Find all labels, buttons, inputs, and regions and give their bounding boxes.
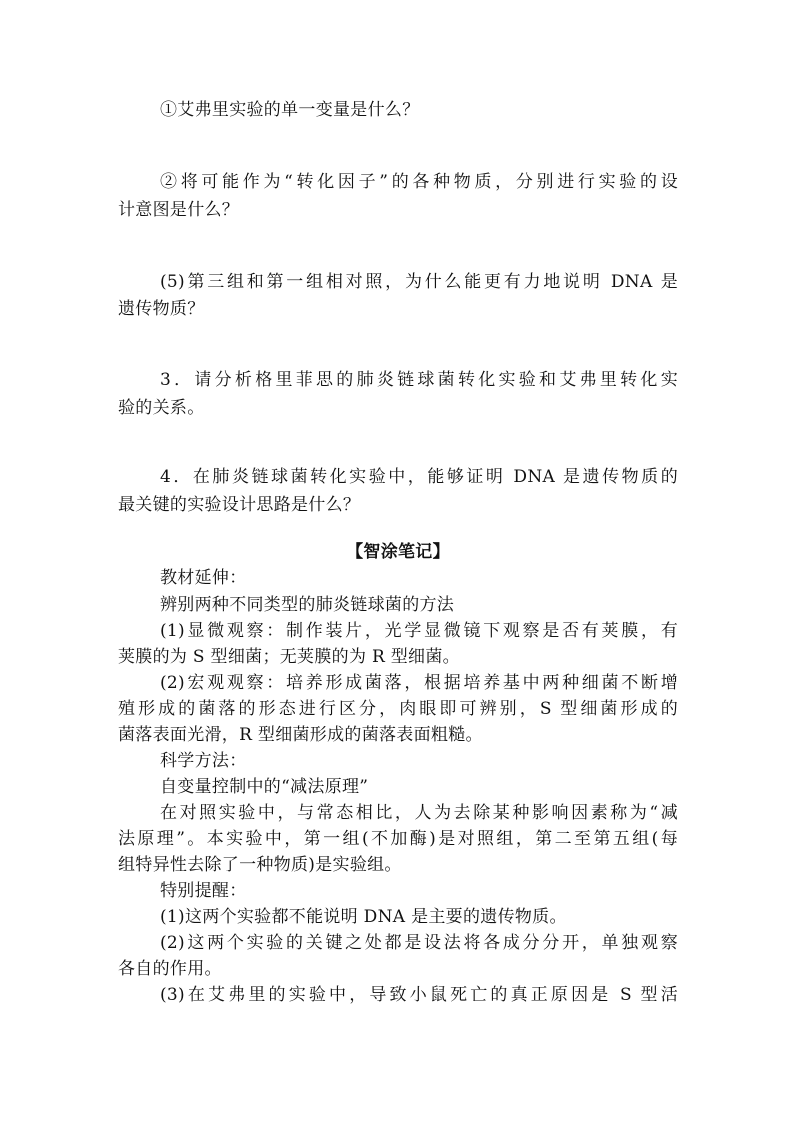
question-variable: ①艾弗里实验的单一变量是什么？ [160,100,420,120]
method-line-2: 法原理”。本实验中，第一组(不加酶)是对照组，第二至第五组(每 [118,829,678,849]
question-design-line-2: 计意图是什么？ [118,200,240,220]
extension-1-line-2: 荚膜的为 S 型细菌；无荚膜的为 R 型细菌。 [118,647,460,667]
question-3-line-2: 验的关系。 [118,398,205,418]
question-5-line-1: (5)第三组和第一组相对照，为什么能更有力地说明 DNA 是 [160,272,678,292]
remind-1: (1)这两个实验都不能说明 DNA 是主要的遗传物质。 [160,907,567,927]
method-line-1: 在对照实验中，与常态相比，人为去除某种影响因素称为“减 [160,803,678,823]
method-title: 自变量控制中的“减法原理” [160,777,369,797]
extension-title: 辨别两种不同类型的肺炎链球菌的方法 [160,595,455,615]
remind-2-line-1: (2)这两个实验的关键之处都是设法将各成分分开，单独观察 [160,933,678,953]
question-5-line-2: 遗传物质？ [118,299,205,319]
remind-2-line-2: 各自的作用。 [118,959,222,979]
question-4-line-2: 最关键的实验设计思路是什么？ [118,495,361,515]
method-line-3: 组特异性去除了一种物质)是实验组。 [118,855,402,875]
remind-label: 特别提醒： [160,881,247,901]
method-label: 科学方法： [160,751,247,771]
question-3-line-1: 3．请分析格里菲思的肺炎链球菌转化实验和艾弗里转化实 [160,370,678,390]
extension-2-line-3: 菌落表面光滑，R 型细菌形成的菌落表面粗糙。 [118,725,483,745]
remind-3-line-1: (3)在艾弗里的实验中，导致小鼠死亡的真正原因是 S 型活 [160,985,678,1005]
question-design-line-1: ②将可能作为“转化因子”的各种物质，分别进行实验的设 [160,172,678,192]
extension-2-line-2: 殖形成的菌落的形态进行区分，肉眼即可辨别，S 型细菌形成的 [118,699,678,719]
extension-2-line-1: (2)宏观观察：培养形成菌落，根据培养基中两种细菌不断增 [160,673,678,693]
notes-heading: 【智涂笔记】 [346,542,450,562]
extension-label: 教材延伸： [160,568,247,588]
question-4-line-1: 4．在肺炎链球菌转化实验中，能够证明 DNA 是遗传物质的 [160,467,678,487]
extension-1-line-1: (1)显微观察：制作装片，光学显微镜下观察是否有荚膜，有 [160,621,678,641]
